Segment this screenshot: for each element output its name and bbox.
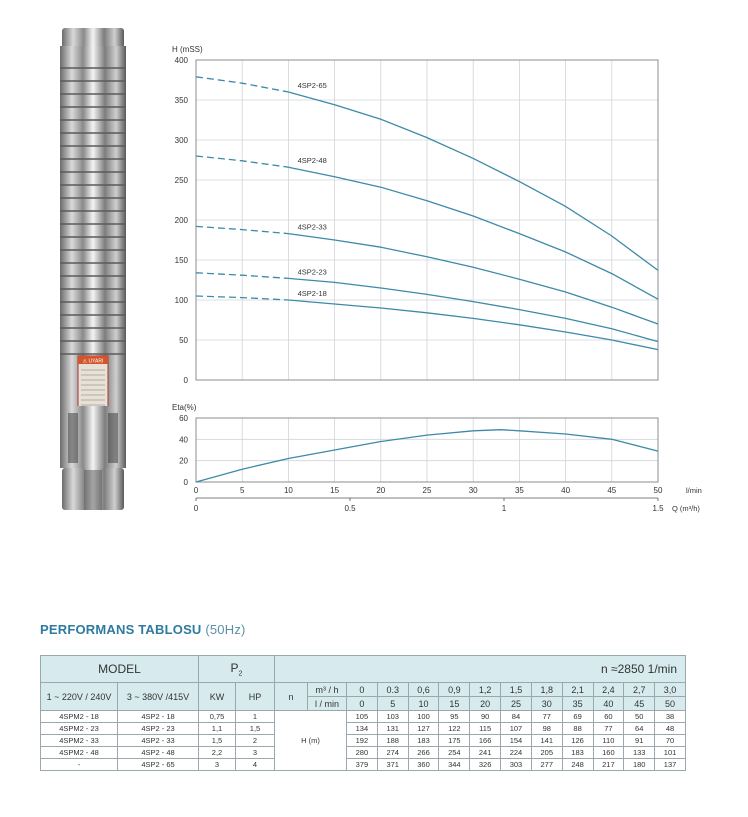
x-tick-label-lmin: 10 (283, 486, 293, 495)
table-row (41, 735, 686, 747)
head-value: 274 (377, 747, 408, 759)
x-tick-label-m3h: 1 (501, 504, 507, 513)
head-value: 115 (470, 723, 501, 735)
head-value: 180 (624, 759, 655, 771)
p2-header-text: P (230, 660, 239, 675)
p2-header-sub: 2 (238, 670, 243, 678)
eta-chart-y-tick-label: 60 (179, 414, 188, 423)
head-value: 326 (470, 759, 501, 771)
performance-table (40, 655, 686, 771)
head-value: 100 (408, 711, 439, 723)
head-value: 98 (531, 723, 562, 735)
series-label-4SP2-48: 4SP2-48 (297, 156, 327, 166)
pump-top-cap (62, 28, 124, 48)
head-value: 38 (655, 711, 686, 723)
flow-lmin: 50 (655, 697, 686, 711)
series-label-4SP2-65: 4SP2-65 (297, 81, 327, 90)
head-value: 217 (593, 759, 624, 771)
head-value: 84 (501, 711, 532, 723)
head-value: 95 (439, 711, 470, 723)
eta-chart-y-tick-label: 40 (179, 435, 188, 445)
flow-lmin: 25 (501, 697, 532, 711)
empty-cell (275, 723, 347, 735)
speed-header: n ≈2850 1/min (275, 656, 686, 683)
head-value: 91 (624, 735, 655, 747)
head-chart-y-tick-label: 250 (174, 176, 188, 185)
head-value: 154 (501, 735, 532, 747)
empty-cell (275, 747, 347, 759)
x-tick-label-lmin: 35 (514, 486, 524, 495)
model-1ph: - (41, 759, 118, 771)
flow-lmin: 35 (562, 697, 593, 711)
head-value: 50 (624, 711, 655, 723)
performance-table-title (40, 622, 246, 637)
head-value: 133 (624, 747, 655, 759)
flow-lmin: 45 (624, 697, 655, 711)
x-tick-label-lmin: 5 (239, 486, 245, 495)
head-value: 183 (408, 735, 439, 747)
power-hp: 1 (236, 711, 275, 723)
x-tick-label-lmin: 0 (193, 486, 199, 495)
flow-m3h: 3,0 (655, 683, 686, 697)
head-value: 379 (347, 759, 378, 771)
table-row (41, 723, 686, 735)
head-chart-y-tick-label: 50 (179, 336, 188, 345)
power-hp: 3 (236, 747, 275, 759)
model-3ph: 4SP2 - 23 (118, 723, 199, 735)
flow-m3h: 0,9 (439, 683, 470, 697)
flow-lmin: 10 (408, 697, 439, 711)
hp-header: HP (236, 683, 275, 711)
head-value: 371 (377, 759, 408, 771)
head-value: 277 (531, 759, 562, 771)
head-value: 48 (655, 723, 686, 735)
x-axis-unit-m3h: Q (m³/h) (672, 504, 700, 513)
head-value: 131 (377, 723, 408, 735)
empty-cell (275, 711, 347, 723)
head-value: 166 (470, 735, 501, 747)
power-kw: 1,5 (199, 735, 236, 747)
efficiency-curve-chart (172, 403, 720, 513)
head-value: 344 (439, 759, 470, 771)
x-tick-label-m3h: 0.5 (344, 504, 356, 513)
flow-lmin: 0 (347, 697, 378, 711)
head-value: 266 (408, 747, 439, 759)
head-value: 77 (593, 723, 624, 735)
head-value: 122 (439, 723, 470, 735)
table-row (41, 759, 686, 771)
x-tick-label-m3h: 0 (193, 504, 199, 513)
head-value: 77 (531, 711, 562, 723)
m3h-unit: m³ / h (308, 683, 347, 697)
x-tick-label-m3h: 1.5 (652, 504, 664, 513)
flow-m3h: 2,1 (562, 683, 593, 697)
head-value: 60 (593, 711, 624, 723)
voltage-3ph-header: 3 ~ 380V /415V (118, 683, 199, 711)
flow-lmin: 40 (593, 697, 624, 711)
head-chart-y-tick-label: 350 (174, 96, 188, 105)
head-value: 303 (501, 759, 532, 771)
model-header: MODEL (41, 656, 199, 683)
lmin-unit: l / min (308, 697, 347, 711)
x-tick-label-lmin: 30 (468, 486, 478, 495)
head-value: 107 (501, 723, 532, 735)
table-subheader-row (41, 683, 686, 697)
head-value: 360 (408, 759, 439, 771)
head-value: 88 (562, 723, 593, 735)
power-kw: 2,2 (199, 747, 236, 759)
head-value: 141 (531, 735, 562, 747)
x-axis-unit-lmin: l/min (686, 486, 702, 495)
head-value: 248 (562, 759, 593, 771)
pump-image (48, 28, 138, 518)
performance-charts (160, 30, 720, 520)
eta-chart-y-tick-label: 20 (179, 456, 188, 466)
x-tick-label-lmin: 45 (607, 486, 617, 495)
flow-lmin: 5 (377, 697, 408, 711)
head-value: 70 (655, 735, 686, 747)
power-kw: 0,75 (199, 711, 236, 723)
flow-lmin: 15 (439, 697, 470, 711)
head-chart-y-tick-label: 100 (174, 296, 188, 305)
head-value: 127 (408, 723, 439, 735)
p2-header (199, 656, 275, 683)
head-value: 103 (377, 711, 408, 723)
voltage-1ph-header: 1 ~ 220V / 240V (41, 683, 118, 711)
head-value: 110 (593, 735, 624, 747)
n-header: n (275, 683, 308, 711)
series-label-4SP2-23: 4SP2-23 (297, 267, 327, 277)
head-curve-chart (172, 45, 658, 385)
table-row (41, 711, 686, 723)
x-tick-label-lmin: 40 (561, 486, 571, 495)
flow-m3h: 0 (347, 683, 378, 697)
power-hp: 1,5 (236, 723, 275, 735)
head-value: 160 (593, 747, 624, 759)
head-value: 175 (439, 735, 470, 747)
head-value: 280 (347, 747, 378, 759)
head-value: 205 (531, 747, 562, 759)
x-tick-label-lmin: 15 (330, 486, 340, 495)
eta-chart-y-tick-label: 0 (183, 478, 188, 487)
head-value: 64 (624, 723, 655, 735)
series-label-4SP2-33: 4SP2-33 (297, 222, 327, 232)
head-value: 192 (347, 735, 378, 747)
head-value: 101 (655, 747, 686, 759)
pump-body (60, 46, 126, 406)
table-row (41, 747, 686, 759)
head-chart-y-tick-label: 200 (174, 216, 188, 225)
model-1ph: 4SPM2 - 18 (41, 711, 118, 723)
kw-header: KW (199, 683, 236, 711)
flow-m3h: 1,5 (501, 683, 532, 697)
series-label-4SP2-18: 4SP2-18 (297, 289, 327, 298)
model-1ph: 4SPM2 - 48 (41, 747, 118, 759)
head-value: 105 (347, 711, 378, 723)
power-kw: 3 (199, 759, 236, 771)
flow-m3h: 0.3 (377, 683, 408, 697)
head-chart-y-tick-label: 150 (174, 256, 188, 265)
x-tick-label-lmin: 20 (376, 486, 386, 495)
model-1ph: 4SPM2 - 33 (41, 735, 118, 747)
head-value: 254 (439, 747, 470, 759)
table-header-row (41, 656, 686, 683)
title-text: PERFORMANS TABLOSU (40, 622, 202, 637)
eta-chart-y-axis-label: Eta(%) (172, 403, 197, 412)
flow-m3h: 2,7 (624, 683, 655, 697)
head-chart-y-axis-label: H (mSS) (172, 45, 203, 54)
power-hp: 4 (236, 759, 275, 771)
power-kw: 1,1 (199, 723, 236, 735)
head-value: 224 (501, 747, 532, 759)
model-3ph: 4SP2 - 33 (118, 735, 199, 747)
model-3ph: 4SP2 - 65 (118, 759, 199, 771)
warning-label-text: ⚠ UYARI (82, 358, 104, 365)
model-1ph: 4SPM2 - 23 (41, 723, 118, 735)
head-value: 90 (470, 711, 501, 723)
model-3ph: 4SP2 - 18 (118, 711, 199, 723)
head-chart-y-tick-label: 400 (174, 56, 188, 65)
flow-m3h: 1,2 (470, 683, 501, 697)
model-3ph: 4SP2 - 48 (118, 747, 199, 759)
head-value: 134 (347, 723, 378, 735)
x-tick-label-lmin: 25 (422, 486, 432, 495)
head-value: 188 (377, 735, 408, 747)
frequency-label: (50Hz) (205, 622, 246, 637)
head-chart-y-tick-label: 300 (174, 136, 188, 145)
head-value: 241 (470, 747, 501, 759)
head-value: 126 (562, 735, 593, 747)
empty-cell (275, 759, 347, 771)
head-value: 183 (562, 747, 593, 759)
flow-m3h: 0,6 (408, 683, 439, 697)
head-chart-y-tick-label: 0 (183, 376, 188, 385)
flow-m3h: 1,8 (531, 683, 562, 697)
power-hp: 2 (236, 735, 275, 747)
flow-lmin: 30 (531, 697, 562, 711)
head-value: 137 (655, 759, 686, 771)
head-label: H (m) (275, 735, 347, 747)
flow-m3h: 2,4 (593, 683, 624, 697)
flow-lmin: 20 (470, 697, 501, 711)
x-tick-label-lmin: 50 (653, 486, 663, 495)
head-value: 69 (562, 711, 593, 723)
